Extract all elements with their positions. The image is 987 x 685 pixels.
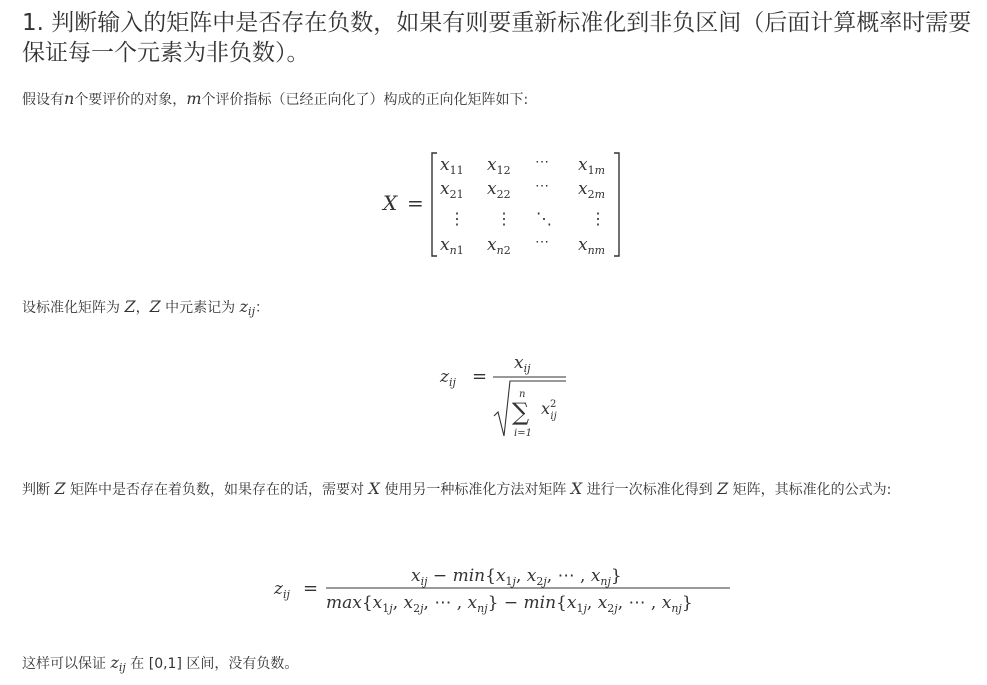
matrix-cell-cdots: ⋯ xyxy=(535,234,549,250)
formula2-numerator: $x_{ij} - \min\{x_1j$, $x_2j$, ⋯ , $x_{nj}$} xyxy=(411,566,622,588)
text: 个评价指标（已经正向化了）构成的正向化矩阵如下: xyxy=(201,92,529,108)
matrix-cell: $x_{nm}$ xyxy=(578,235,606,257)
text: 判断 xyxy=(22,482,55,498)
text: 矩阵，其标准化的公式为: xyxy=(728,482,892,498)
matrix-cell-cdots: ⋯ xyxy=(535,154,549,170)
math-n: n xyxy=(64,89,75,108)
matrix-cell: $x_2m$ xyxy=(578,179,606,201)
matrix-formula xyxy=(370,148,630,260)
text: ： xyxy=(254,300,269,316)
matrix-cell: $x_n2$ xyxy=(487,235,511,257)
math-Z: Z xyxy=(124,297,136,316)
section-heading: 1. 判断输入的矩阵中是否存在负数，如果有则要重新标准化到非负区间（后面计算概率时需要保证每一个元素为非负数）。 xyxy=(22,10,972,66)
paragraph-conclusion xyxy=(22,652,298,679)
matrix-cell-vdots: ⋮ xyxy=(449,209,465,228)
paragraph-negative-check xyxy=(22,477,972,502)
formula2-lhs: $z_{ij}$ xyxy=(274,579,290,601)
left-bracket xyxy=(432,153,437,256)
matrix-cell-ddots: ⋱ xyxy=(536,209,552,228)
matrix-lhs: X xyxy=(383,191,398,215)
math-m: m xyxy=(186,89,202,108)
math-Z: Z xyxy=(54,479,66,498)
matrix-cell-vdots: ⋮ xyxy=(496,209,512,228)
text: 进行一次标准化得到 xyxy=(582,482,718,498)
text: 假设有 xyxy=(22,92,64,108)
formula2-denominator: $\max\{x_1j$, $x_2j$, ⋯ , $x_{nj}\} - \min\{x_1j$, $x_2j$, ⋯ , $x_{nj}$} xyxy=(326,593,693,615)
sum-term: $x^2$ ij xyxy=(541,399,557,422)
matrix-cell: $x_{12}$ xyxy=(487,155,511,177)
math-z-ij: $z_{ij}$ xyxy=(239,297,255,318)
text: 使用另一种标准化方法对矩阵 xyxy=(379,482,571,498)
text: 在 [0,1] 区间，没有负数。 xyxy=(125,656,299,672)
normalization-formula xyxy=(430,348,580,443)
minmax-formula-svg xyxy=(268,562,738,616)
matrix-cell: $x_{22}$ xyxy=(487,179,511,201)
matrix-cell-vdots: ⋮ xyxy=(590,209,606,228)
text: 个要评价的对象， xyxy=(74,92,187,108)
matrix-cell: $x_{21}$ xyxy=(440,179,464,201)
text: 设标准化矩阵为 xyxy=(22,300,125,316)
math-X: X xyxy=(570,479,583,498)
matrix-formula-svg xyxy=(370,148,630,260)
paragraph-matrix-intro xyxy=(22,88,528,111)
matrix-cell: $x_n1$ xyxy=(440,235,464,257)
math-X: X xyxy=(368,479,380,498)
formula2-equals: = xyxy=(303,578,319,599)
text: 这样可以保证 xyxy=(22,656,111,672)
math-Z: Z xyxy=(149,297,161,316)
formula1-numerator: $x_{ij}$ xyxy=(514,353,531,375)
sum-sign: ∑ xyxy=(512,398,530,426)
matrix-cell-cdots: ⋯ xyxy=(535,178,549,194)
formula1-lhs: $z_{ij}$ xyxy=(440,367,456,389)
sum-lower: i=1 xyxy=(514,428,532,439)
minmax-formula xyxy=(268,562,738,616)
paragraph-standardized-matrix xyxy=(22,296,269,323)
normalization-formula-svg xyxy=(430,348,580,443)
right-bracket xyxy=(614,153,619,256)
matrix-equals: = xyxy=(407,191,424,215)
formula1-equals: = xyxy=(472,366,488,387)
text: 中元素记为 xyxy=(160,300,240,316)
matrix-cell: $x_1m$ xyxy=(578,155,606,177)
sum-upper: n xyxy=(519,389,526,400)
text: ， xyxy=(135,300,150,316)
text: 矩阵中是否存在着负数，如果存在的话，需要对 xyxy=(65,482,369,498)
matrix-cell: $x_{11}$ xyxy=(440,155,464,177)
math-z-ij: $z_{ij}$ xyxy=(110,653,126,674)
math-Z: Z xyxy=(717,479,729,498)
